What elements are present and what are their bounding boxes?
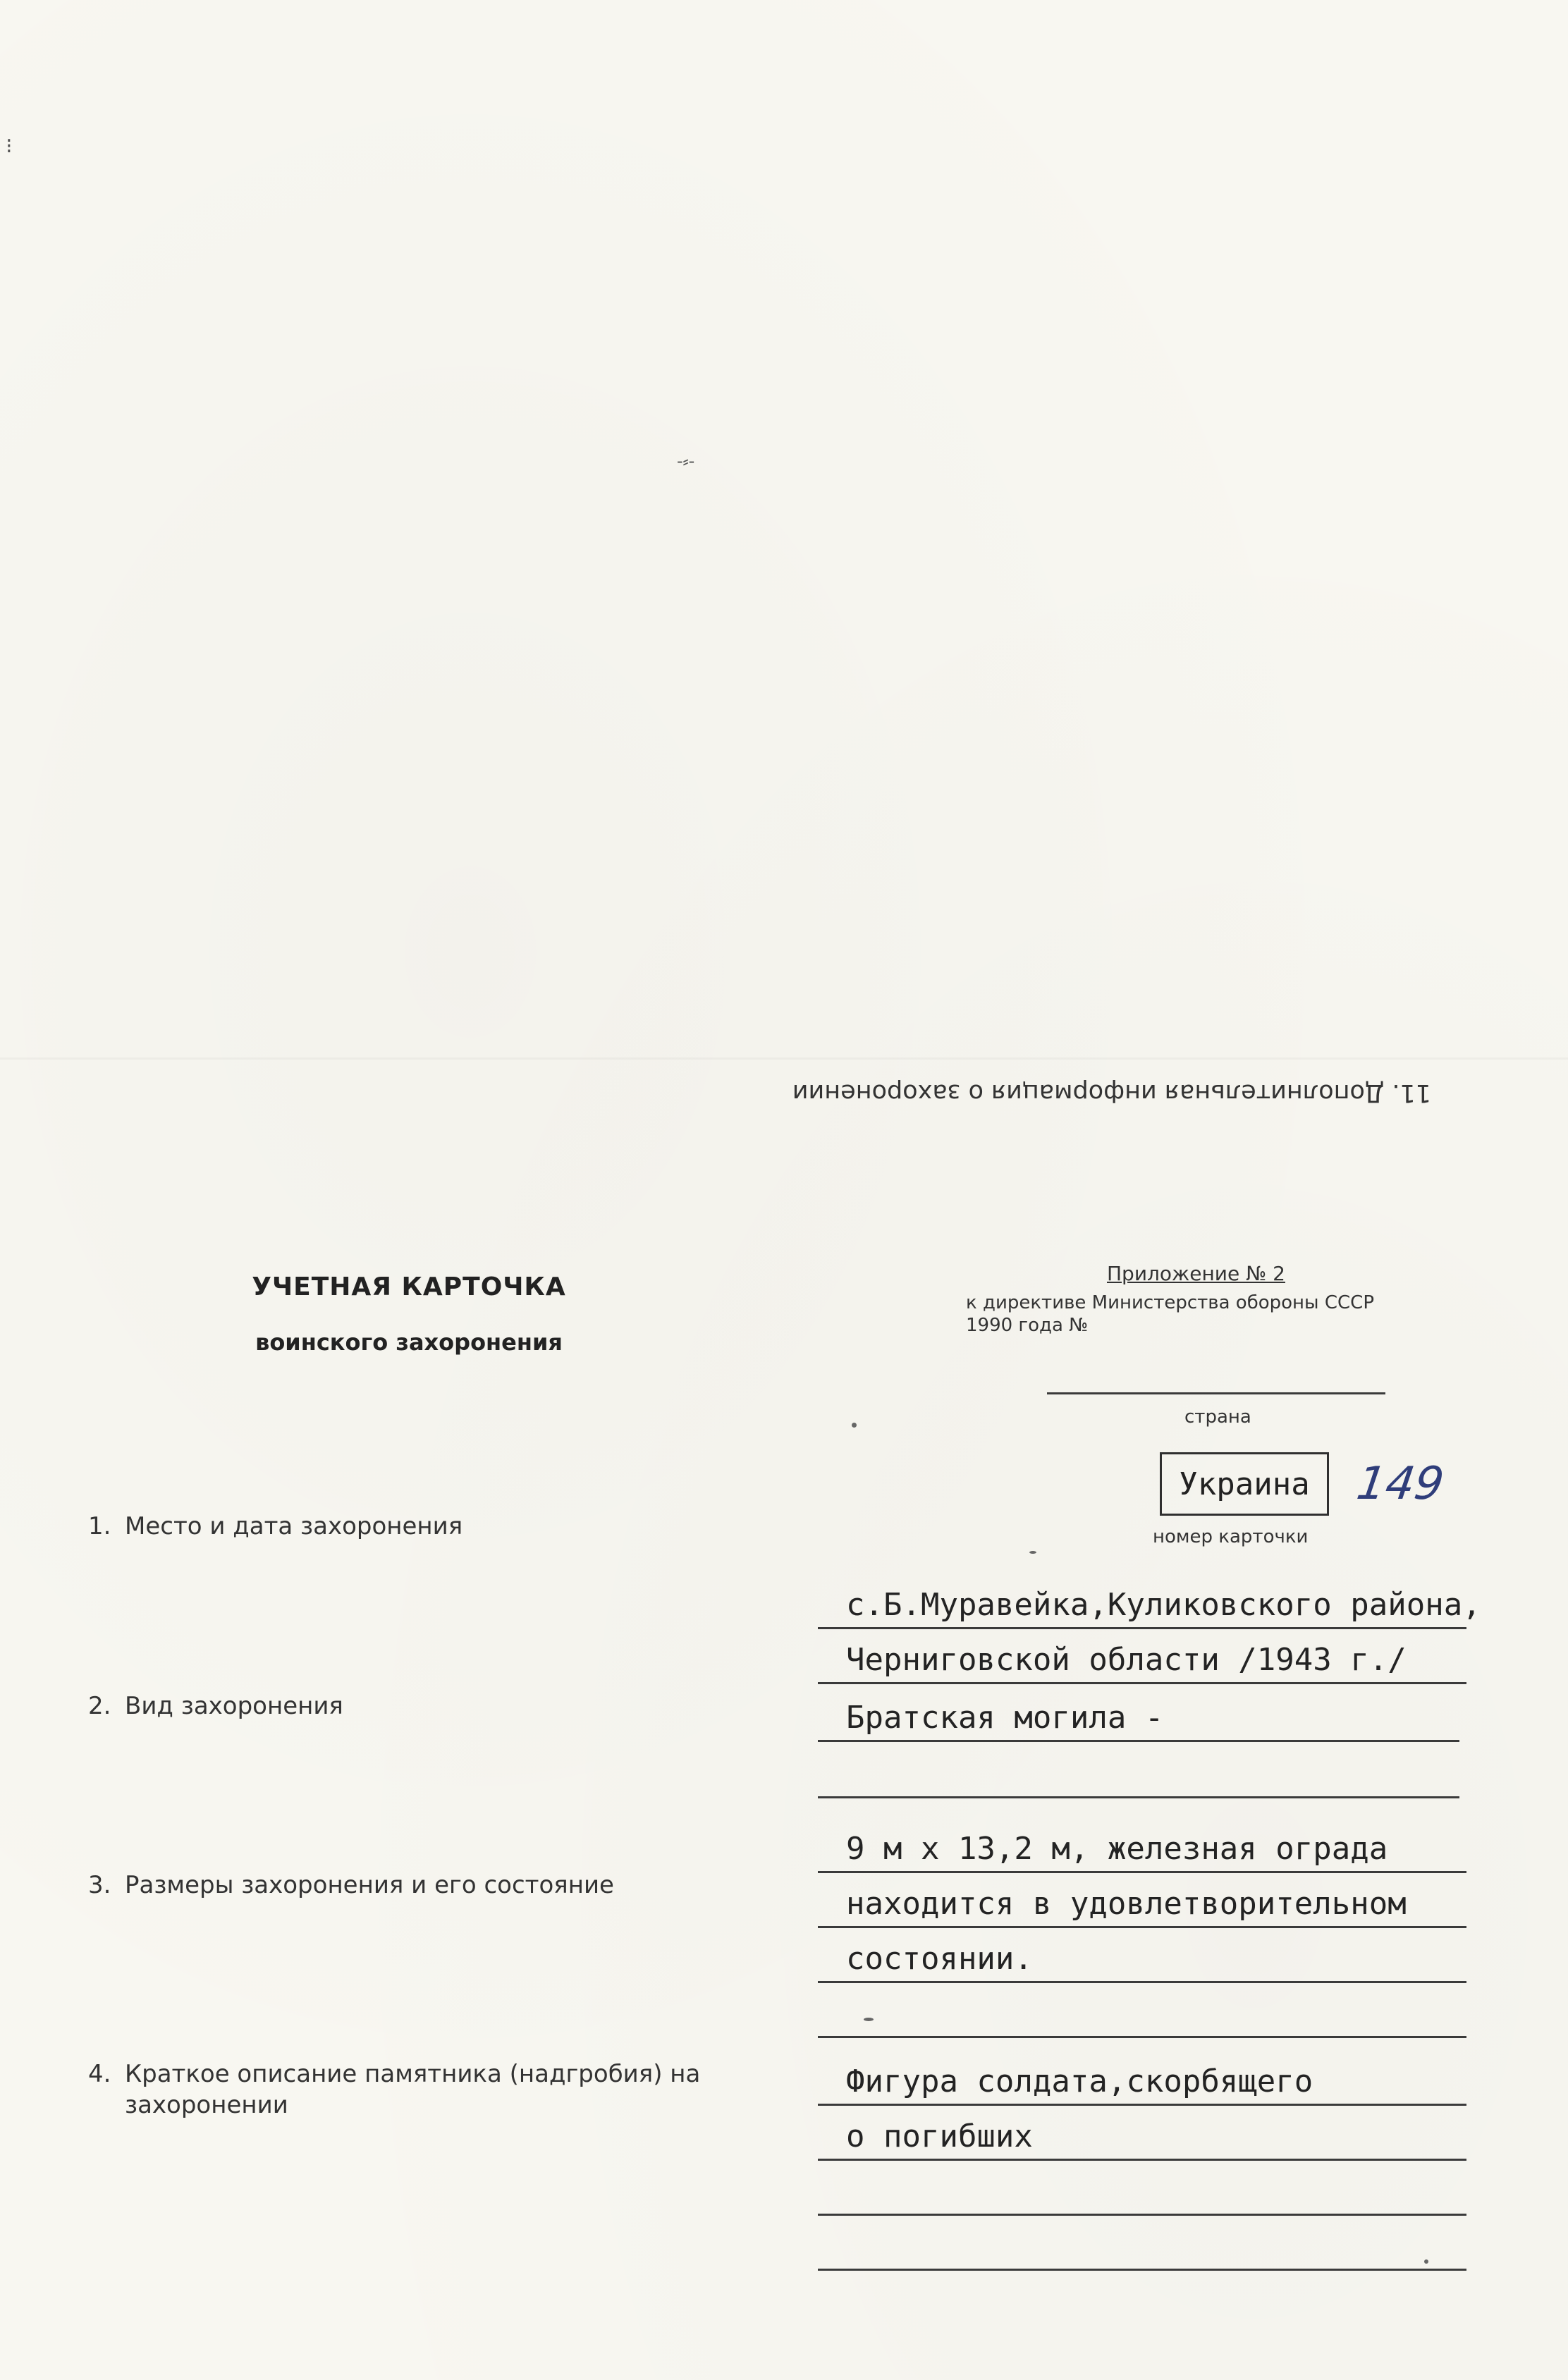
item-1-number: 1.: [88, 1512, 111, 1540]
ink-speck: [1029, 1551, 1036, 1554]
item-2-line: [818, 1748, 1459, 1798]
item-2-label: [88, 1691, 343, 1722]
country-value-box: [1160, 1452, 1329, 1516]
paper-fold: [0, 1057, 1568, 1060]
item-3-line: [818, 1823, 1466, 1873]
stray-mark: -⸗-: [677, 451, 695, 471]
item-4-number: 4.: [88, 2060, 111, 2088]
item-4-line: [818, 2221, 1466, 2271]
item-3-line: [818, 1988, 1466, 2038]
item-3-label: [88, 1870, 614, 1901]
item-3-value-3: состоянии.: [846, 1941, 1033, 1977]
item-4-value-2: о погибших: [846, 2118, 1033, 2154]
ink-speck: [852, 1423, 857, 1428]
item-1-line: [818, 1634, 1466, 1684]
item-3-number: 3.: [88, 1871, 111, 1899]
card-title: УЧЕТНАЯ КАРТОЧКА: [252, 1272, 566, 1301]
appendix-reference: [966, 1262, 1459, 1336]
item-3-line: [818, 1933, 1466, 1983]
item-4-line: [818, 2166, 1466, 2216]
item-4-text-2: захоронении: [125, 2091, 288, 2120]
item-4-value-1: Фигура солдата,скорбящего: [846, 2063, 1313, 2099]
handwritten-card-number: 149: [1353, 1458, 1447, 1510]
item-1-value-2: Черниговской области /1943 г./: [846, 1642, 1407, 1678]
card-subtitle: воинского захоронения: [255, 1329, 563, 1356]
margin-mark: ⁝: [6, 134, 13, 159]
item-1-value-1: с.Б.Муравейка,Куликовского района,: [846, 1587, 1481, 1623]
appendix-title: Приложение № 2: [1107, 1262, 1285, 1285]
appendix-year-line: 1990 года №: [966, 1315, 1089, 1336]
card-number-label: номер карточки: [1153, 1526, 1309, 1547]
reversed-section-heading: 11. Дополнительная информация о захоронении: [792, 1079, 1431, 1107]
item-3-value-2: находится в удовлетворительном: [846, 1886, 1407, 1922]
item-3-value-1: 9 м х 13,2 м, железная ограда: [846, 1831, 1388, 1867]
item-2-text: Вид захоронения: [125, 1692, 343, 1720]
item-3-line: [818, 1878, 1466, 1928]
item-2-line: [818, 1692, 1459, 1742]
item-4-line: [818, 2111, 1466, 2161]
item-4-line: [818, 2056, 1466, 2106]
item-2-number: 2.: [88, 1692, 111, 1720]
item-2-value-1: Братская могила -: [846, 1700, 1164, 1736]
country-value: Украина: [1179, 1466, 1310, 1502]
item-1-line: [818, 1579, 1481, 1629]
country-label: страна: [1184, 1406, 1251, 1428]
appendix-directive-line: к директиве Министерства обороны СССР: [966, 1292, 1374, 1313]
item-1-label: [88, 1511, 463, 1542]
item-4-label: [88, 2059, 700, 2121]
item-4-text-1: Краткое описание памятника (надгробия) на: [125, 2060, 701, 2088]
item-1-text: Место и дата захоронения: [125, 1512, 463, 1540]
country-rule: [1047, 1392, 1385, 1394]
item-3-text: Размеры захоронения и его состояние: [125, 1871, 614, 1899]
